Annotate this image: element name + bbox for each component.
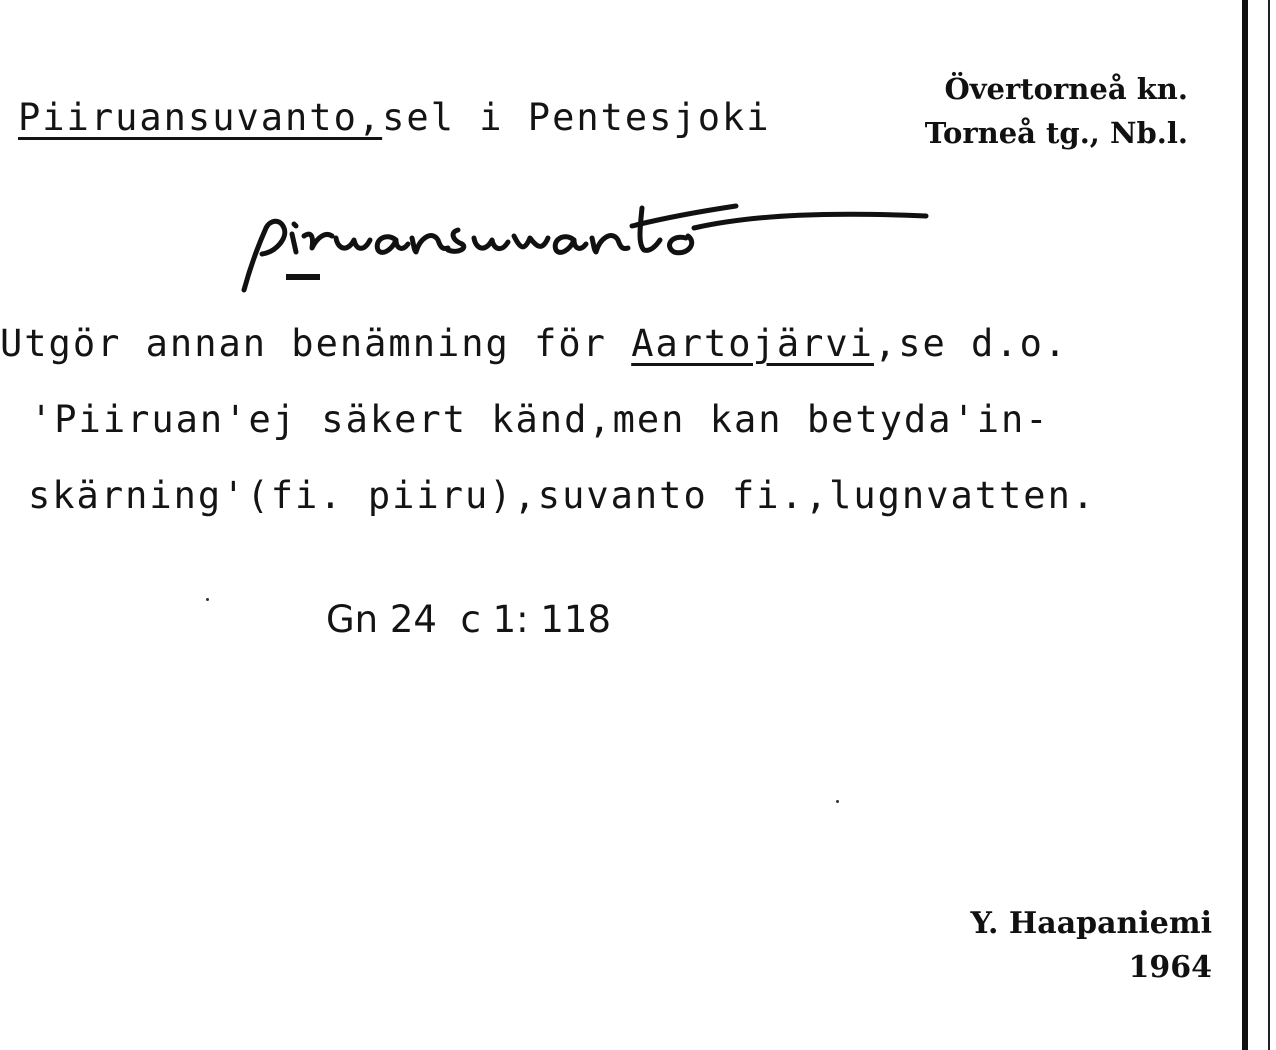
body-line-1-tail: ,se d.o. <box>873 322 1069 365</box>
year: 1964 <box>1128 950 1212 985</box>
district-label: Torneå tg., Nb.l. <box>924 116 1188 150</box>
card-edge-line <box>1268 0 1270 1050</box>
parish-label: Övertorneå kn. <box>944 72 1188 106</box>
card-edge-shadow <box>1242 0 1248 1050</box>
headword-description: sel i Pentesjoki <box>382 96 771 139</box>
headword-line <box>18 96 771 139</box>
cross-reference: Aartojärvi <box>631 322 874 365</box>
source-reference: Gn 24 c 1: 118 <box>326 598 611 641</box>
headword: Piiruansuvanto, <box>18 96 383 139</box>
body-line-1 <box>0 322 1068 365</box>
body-line-1-text: Utgör annan benämning för <box>0 322 632 365</box>
paper-speck <box>206 598 209 601</box>
body-line-3: skärning'(fi. piiru),suvanto fi.,lugnvatten. <box>28 474 1097 517</box>
handwritten-form-signature <box>236 188 966 298</box>
body-line-2: 'Piiruan'ej säkert känd,men kan betyda'in- <box>30 398 1050 441</box>
author-name: Y. Haapaniemi <box>970 906 1212 941</box>
paper-speck <box>836 800 839 803</box>
